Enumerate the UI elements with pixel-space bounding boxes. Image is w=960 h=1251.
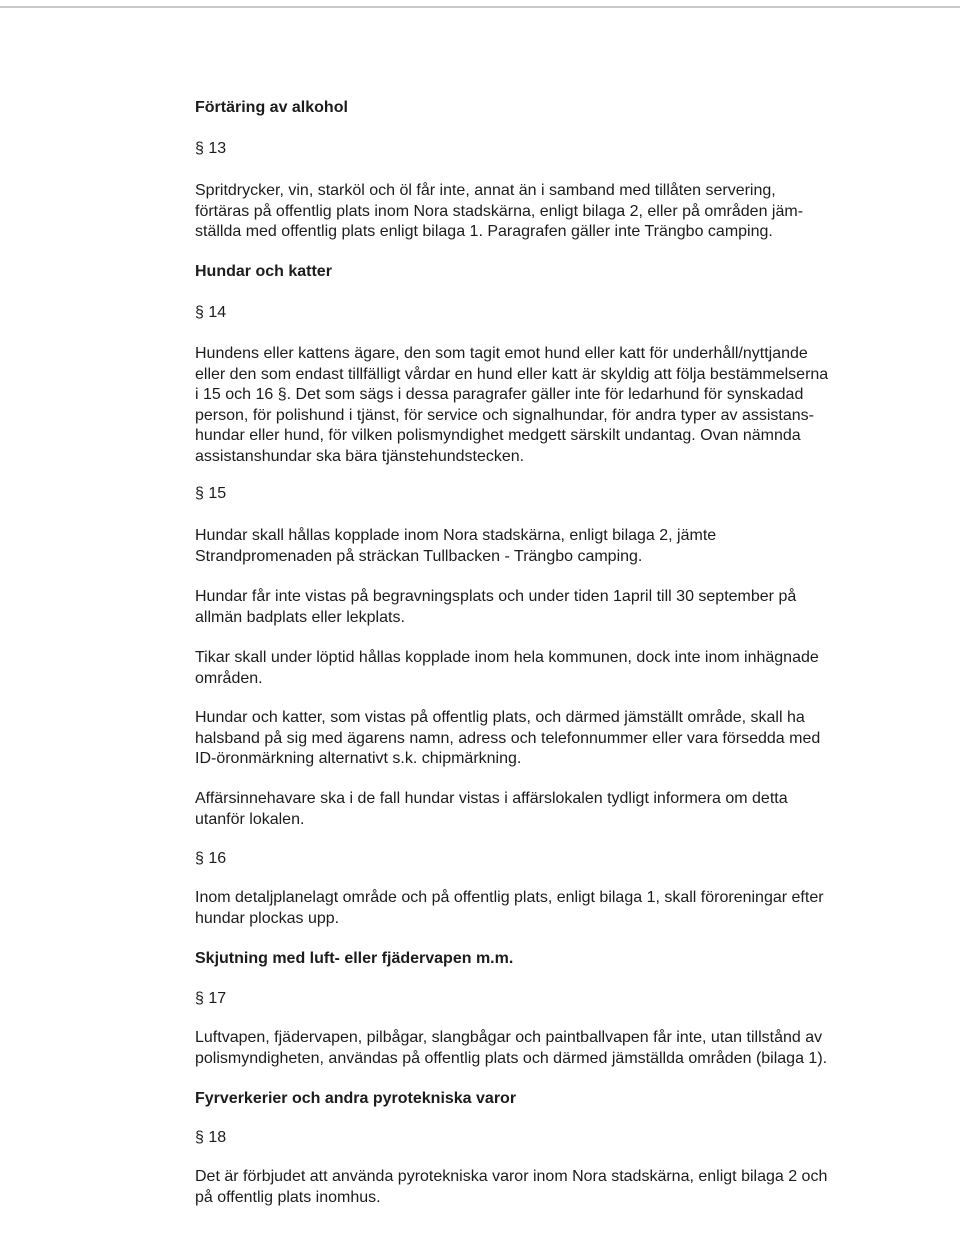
text-line: ID-öronmärkning alternativt s.k. chipmärkning. [195, 750, 522, 767]
section-17-text [195, 1028, 827, 1069]
section-13-text [195, 181, 803, 243]
section-15-paragraph-5 [195, 789, 788, 830]
section-16-number: § 16 [195, 850, 227, 867]
section-14-text [195, 344, 828, 467]
section-15-paragraph-3 [195, 648, 819, 689]
section-13-number: § 13 [195, 140, 227, 157]
section-15-paragraph-4 [195, 708, 820, 770]
text-line: Det är förbjudet att använda pyrotekniska varor inom Nora stadskärna, enligt bilaga 2 och [195, 1168, 828, 1185]
text-line: allmän badplats eller lekplats. [195, 608, 405, 626]
heading-alcohol: Förtäring av alkohol [195, 99, 348, 116]
text-line: hundar plockas upp. [195, 909, 340, 927]
section-18-text [195, 1167, 827, 1208]
text-line: Luftvapen, fjädervapen, pilbågar, slangbågar och paintballvapen får inte, utan tillstånd av [195, 1029, 823, 1046]
section-17-number: § 17 [195, 990, 227, 1007]
heading-fireworks: Fyrverkerier och andra pyrotekniska varor [195, 1090, 517, 1107]
text-line: halsband på sig med ägarens namn, adress och telefonnummer eller vara försedda med [195, 729, 821, 747]
text-line: på offentlig plats inomhus. [195, 1188, 381, 1206]
section-16-text [195, 888, 824, 929]
text-line: Hundar skall hållas kopplade inom Nora stadskärna, enligt bilaga 2, jämte [195, 527, 717, 544]
text-line: förtäras på offentlig plats inom Nora stadskärna, enligt bilaga 2, eller på områden jäm- [195, 202, 804, 220]
text-line: Inom detaljplanelagt område och på offentlig plats, enligt bilaga 1, skall föroreningar efter [195, 889, 824, 906]
heading-dogs-cats: Hundar och katter [195, 263, 332, 280]
heading-weapons: Skjutning med luft- eller fjädervapen m.m. [195, 950, 514, 967]
text-line: Hundens eller kattens ägare, den som tagit emot hund eller katt för underhåll/nyttjande [195, 345, 808, 362]
text-line: assistanshundar ska bära tjänstehundstecken. [195, 447, 525, 465]
text-line: person, för polishund i tjänst, för service och signalhundar, för andra typer av assistans- [195, 406, 814, 424]
text-line: Affärsinnehavare ska i de fall hundar vistas i affärslokalen tydligt informera om detta [195, 790, 788, 807]
text-line: utanför lokalen. [195, 810, 305, 828]
top-scan-rule [0, 6, 960, 8]
text-line: Hundar får inte vistas på begravningsplats och under tiden 1april till 30 september på [195, 588, 797, 605]
text-line: i 15 och 16 §. Det som sägs i dessa paragrafer gäller inte för ledarhund för synskadad [195, 386, 804, 403]
section-15-number: § 15 [195, 485, 227, 502]
section-18-number: § 18 [195, 1129, 227, 1146]
text-line: Tikar skall under löptid hållas kopplade inom hela kommunen, dock inte inom inhägnade [195, 649, 819, 666]
section-15-paragraph-1 [195, 526, 716, 567]
text-line: hundar eller hund, för vilken polismyndighet medgett särskilt undantag. Ovan nämnda [195, 427, 801, 444]
text-line: ställda med offentlig plats enligt bilaga 1. Paragrafen gäller inte Trängbo camping. [195, 223, 773, 240]
section-14-number: § 14 [195, 304, 227, 321]
section-15-paragraph-2 [195, 587, 796, 628]
text-line: Strandpromenaden på sträckan Tullbacken - Trängbo camping. [195, 547, 643, 565]
text-line: Hundar och katter, som vistas på offentlig plats, och därmed jämställt område, skall ha [195, 709, 805, 726]
text-line: områden. [195, 669, 263, 687]
text-line: eller den som endast tillfälligt vårdar en hund eller katt är skyldig att följa bestämmelserna [195, 365, 829, 383]
text-line: polismyndigheten, användas på offentlig plats och därmed jämställda områden (bilaga 1). [195, 1049, 828, 1067]
text-line: Spritdrycker, vin, starköl och öl får inte, annat än i samband med tillåten servering, [195, 182, 776, 199]
